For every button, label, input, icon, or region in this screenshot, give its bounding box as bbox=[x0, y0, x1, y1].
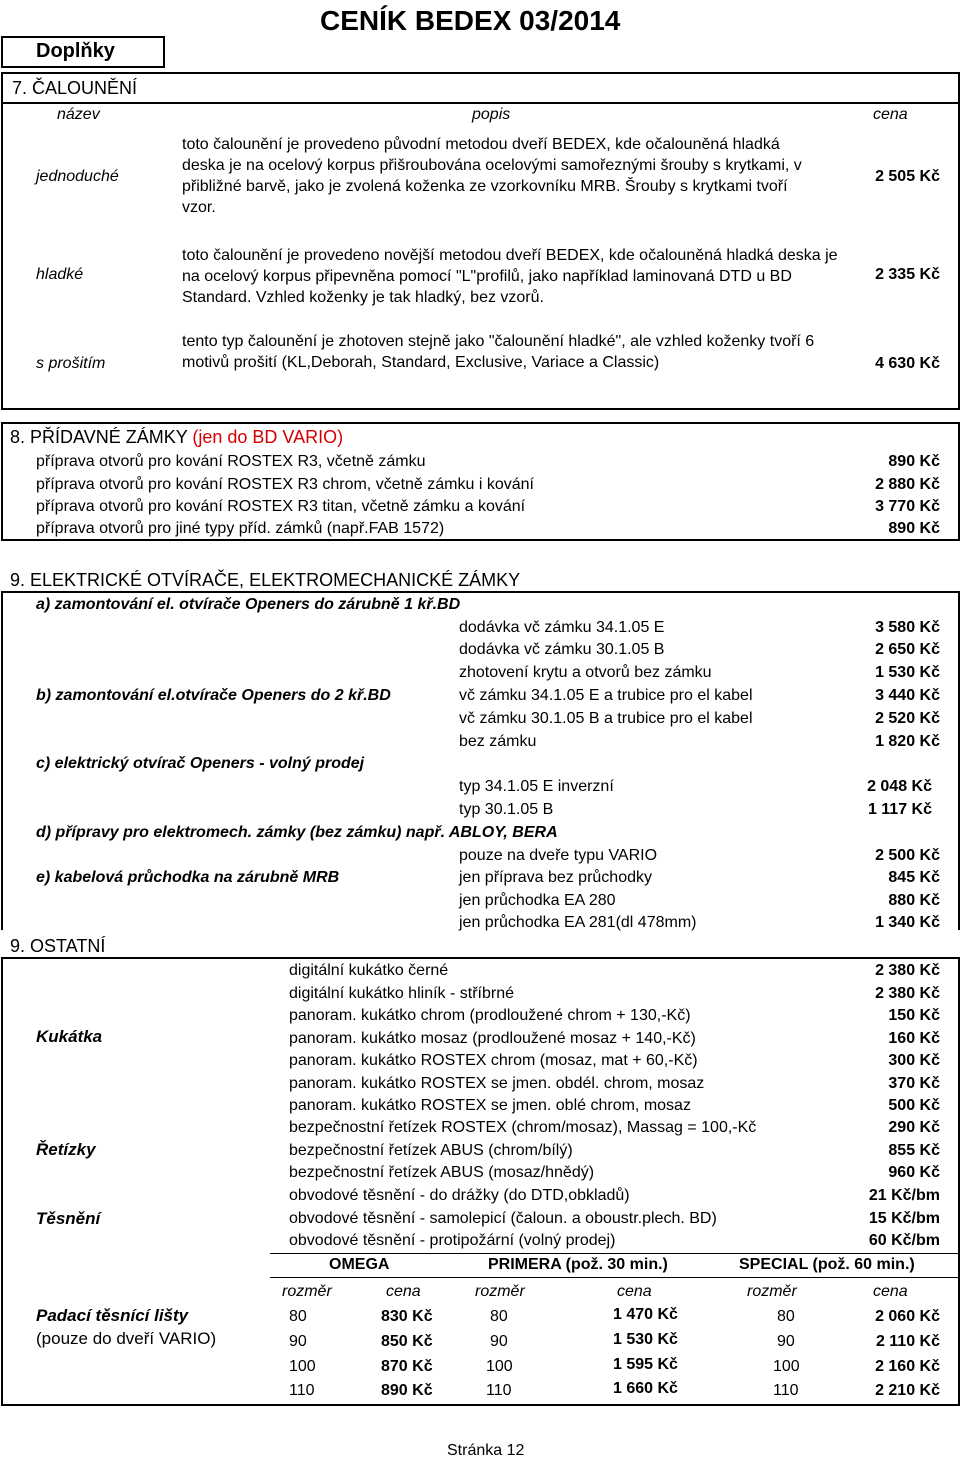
s9-d-row1-price: 2 500 Kč bbox=[875, 847, 940, 864]
s9-e-row3-price: 1 340 Kč bbox=[875, 914, 940, 931]
s8-row4-text: příprava otvorů pro jiné typy příd. zámků (např.FAB 1572) bbox=[36, 520, 445, 537]
s9-a-row1-price: 3 580 Kč bbox=[875, 619, 940, 636]
s9-b-row3-price: 1 820 Kč bbox=[875, 733, 940, 750]
lista-r3-c5: 100 bbox=[773, 1358, 800, 1375]
s9-d-row1-text: pouze na dveře typu VARIO bbox=[459, 847, 658, 864]
s9-e-row2-price: 880 Kč bbox=[888, 892, 940, 909]
s9-left-line bbox=[1, 591, 3, 930]
s8-heading-note: (jen do BD VARIO) bbox=[187, 427, 344, 447]
lista-col-cena-1: cena bbox=[386, 1283, 421, 1300]
s7-heading: 7. ČALOUNĚNÍ bbox=[12, 78, 138, 98]
retizky-label: Řetízky bbox=[36, 1140, 96, 1159]
lista-r2-c6: 2 110 Kč bbox=[875, 1333, 940, 1350]
s9-a-row3-text: zhotovení krytu a otvorů bez zámku bbox=[459, 664, 712, 681]
s9-heading: 9. ELEKTRICKÉ OTVÍRAČE, ELEKTROMECHANICKÉ ZÁMKY bbox=[10, 570, 521, 590]
lista-top-line bbox=[270, 1253, 958, 1254]
s7-row3-price: 4 630 Kč bbox=[875, 355, 940, 372]
kukatka-row2-price: 2 380 Kč bbox=[875, 985, 940, 1002]
s7-divider bbox=[1, 102, 960, 104]
s7-row1-price: 2 505 Kč bbox=[875, 168, 940, 185]
lista-r1-c3: 80 bbox=[490, 1308, 508, 1325]
s8-row1-price: 890 Kč bbox=[888, 453, 940, 470]
s9-a-label: a) zamontování el. otvírače Openers do zárubně 1 kř.BD bbox=[36, 596, 461, 613]
retizky-row2-text: bezpečnostní řetízek ABUS (chrom/bílý) bbox=[289, 1142, 573, 1159]
lista-col-rozmer-3: rozměr bbox=[747, 1283, 797, 1300]
s9-c-label: c) elektrický otvírač Openers - volný prodej bbox=[36, 755, 365, 772]
lista-r1-c5: 80 bbox=[777, 1308, 795, 1325]
s9-b-label: b) zamontování el.otvírače Openers do 2 kř.BD bbox=[36, 687, 391, 704]
lista-r4-c2: 890 Kč bbox=[381, 1382, 433, 1399]
lista-col-cena-2: cena bbox=[617, 1283, 652, 1300]
kukatka-row1-text: digitální kukátko černé bbox=[289, 962, 449, 979]
s9-b-row2-price: 2 520 Kč bbox=[875, 710, 940, 727]
s10-top-line bbox=[1, 957, 960, 959]
s7-row3-desc: tento typ čalounění je zhotoven stejně jako "čalounění hladké", ale vzhled koženky tvoří 6 motivů prošití (KL,Deborah, Standard, Exclusive, Variace a Classic) bbox=[182, 333, 815, 371]
tesneni-row3-price: 60 Kč/bm bbox=[868, 1232, 940, 1249]
kukatka-row4-text: panoram. kukátko mosaz (prodloužené mosaz + 140,-Kč) bbox=[289, 1030, 696, 1047]
s9-c-row1-price: 2 048 Kč bbox=[867, 778, 932, 795]
s9-b-row3-text: bez zámku bbox=[459, 733, 537, 750]
s8-heading bbox=[10, 427, 343, 448]
s8-row3-text: příprava otvorů pro kování ROSTEX R3 titan, včetně zámku a kování bbox=[36, 498, 526, 515]
s8-row4-price: 890 Kč bbox=[888, 520, 940, 537]
page-number: Stránka 12 bbox=[447, 1442, 525, 1459]
tesneni-row3-text: obvodové těsnění - protipožární (volný prodej) bbox=[289, 1232, 616, 1249]
lista-label: Padací těsnící lišty bbox=[36, 1306, 189, 1325]
s8-heading-main: 8. PŘÍDAVNÉ ZÁMKY bbox=[10, 427, 188, 447]
tesneni-row1-price: 21 Kč/bm bbox=[868, 1187, 940, 1204]
kukatka-row2-text: digitální kukátko hliník - stříbrné bbox=[289, 985, 514, 1002]
s9-b-row2-text: vč zámku 30.1.05 B a trubice pro el kabel bbox=[459, 710, 753, 727]
retizky-row3-price: 960 Kč bbox=[888, 1164, 940, 1181]
s9-a-row1-text: dodávka vč zámku 34.1.05 E bbox=[459, 619, 665, 636]
s9-b-row1-text: vč zámku 34.1.05 E a trubice pro el kabel bbox=[459, 687, 753, 704]
lista-r2-c1: 90 bbox=[289, 1333, 307, 1350]
kukatka-row6-text: panoram. kukátko ROSTEX se jmen. obdél. chrom, mosaz bbox=[289, 1075, 705, 1092]
lista-r1-c1: 80 bbox=[289, 1308, 307, 1325]
lista-sublabel: (pouze do dveří VARIO) bbox=[36, 1329, 217, 1348]
kukatka-row6-price: 370 Kč bbox=[888, 1075, 940, 1092]
tesneni-label: Těsnění bbox=[36, 1209, 101, 1228]
lista-r2-c4: 1 530 Kč bbox=[613, 1331, 678, 1348]
lista-r4-c6: 2 210 Kč bbox=[875, 1382, 940, 1399]
s9-top-line bbox=[1, 591, 960, 593]
s7-row2-name: hladké bbox=[36, 266, 84, 283]
s8-row1-text: příprava otvorů pro kování ROSTEX R3, včetně zámku bbox=[36, 453, 426, 470]
s7-row2-desc: toto čalounění je provedeno novější metodou dveří BEDEX, kde očalouněná hladká deska je na ocelový korpus připevněna pomocí "L"profilů, jako například laminovaná DTD u BD Standard. Vzhled koženky je tak hladký, bez vzorů. bbox=[182, 247, 838, 306]
kukatka-row5-text: panoram. kukátko ROSTEX chrom (mosaz, mat + 60,-Kč) bbox=[289, 1052, 698, 1069]
tesneni-row2-text: obvodové těsnění - samolepicí (čaloun. a oboustr.plech. BD) bbox=[289, 1210, 717, 1227]
s9-d-label: d) přípravy pro elektromech. zámky (bez zámku) např. ABLOY, BERA bbox=[36, 824, 558, 841]
lista-r2-c5: 90 bbox=[777, 1333, 795, 1350]
lista-r4-c1: 110 bbox=[289, 1382, 315, 1399]
retizky-row1-text: bezpečnostní řetízek ROSTEX (chrom/mosaz), Massag = 100,-Kč bbox=[289, 1119, 757, 1136]
lista-group-omega: OMEGA bbox=[329, 1256, 390, 1273]
lista-group-primera: PRIMERA (pož. 30 min.) bbox=[488, 1256, 668, 1273]
kukatka-row4-price: 160 Kč bbox=[888, 1030, 940, 1047]
kukatka-row7-price: 500 Kč bbox=[888, 1097, 940, 1114]
lista-r4-c3: 110 bbox=[486, 1382, 512, 1399]
s7-col-nazev: název bbox=[57, 106, 100, 123]
s8-row3-price: 3 770 Kč bbox=[875, 498, 940, 515]
s9-a-row2-price: 2 650 Kč bbox=[875, 641, 940, 658]
tesneni-row1-text: obvodové těsnění - do drážky (do DTD,obkladů) bbox=[289, 1187, 630, 1204]
kukatka-row3-price: 150 Kč bbox=[888, 1007, 940, 1024]
s9-e-label: e) kabelová průchodka na zárubně MRB bbox=[36, 869, 340, 886]
lista-col-rozmer-1: rozměr bbox=[282, 1283, 332, 1300]
retizky-row2-price: 855 Kč bbox=[888, 1142, 940, 1159]
s7-row2-price: 2 335 Kč bbox=[875, 266, 940, 283]
s10-bottom-line bbox=[1, 1404, 960, 1406]
lista-r1-c6: 2 060 Kč bbox=[875, 1308, 940, 1325]
lista-r3-c6: 2 160 Kč bbox=[875, 1358, 940, 1375]
lista-group-special: SPECIAL (pož. 60 min.) bbox=[739, 1256, 915, 1273]
lista-r1-c2: 830 Kč bbox=[381, 1308, 433, 1325]
lista-r4-c4: 1 660 Kč bbox=[613, 1380, 678, 1397]
kukatka-row7-text: panoram. kukátko ROSTEX se jmen. oblé chrom, mosaz bbox=[289, 1097, 691, 1114]
s9-c-row2-price: 1 117 Kč bbox=[867, 801, 932, 818]
lista-r4-c5: 110 bbox=[773, 1382, 799, 1399]
page-title: CENÍK BEDEX 03/2014 bbox=[320, 5, 621, 36]
lista-col-rozmer-2: rozměr bbox=[475, 1283, 525, 1300]
s7-row1-desc: toto čalounění je provedeno původní metodou dveří BEDEX, kde očalouněná hladká deska je na ocelový korpus přišroubována ocelovými samořeznými šrouby s krytkami, v přibližné barvě, jako je zvolená koženka ze vzorkovníku MRB. Šrouby s krytkami tvoří vzor. bbox=[182, 136, 802, 216]
s7-row3-name: s prošitím bbox=[36, 355, 106, 372]
s9-a-row2-text: dodávka vč zámku 30.1.05 B bbox=[459, 641, 665, 658]
s9-e-row1-price: 845 Kč bbox=[888, 869, 940, 886]
lista-r2-c2: 850 Kč bbox=[381, 1333, 433, 1350]
s10-left-line bbox=[1, 957, 3, 1406]
retizky-row1-price: 290 Kč bbox=[888, 1119, 940, 1136]
lista-col-cena-3: cena bbox=[873, 1283, 908, 1300]
kukatka-row5-price: 300 Kč bbox=[888, 1052, 940, 1069]
s9-a-row3-price: 1 530 Kč bbox=[875, 664, 940, 681]
s9-c-row1-text: typ 34.1.05 E inverzní bbox=[459, 778, 614, 795]
s10-heading: 9. OSTATNÍ bbox=[10, 936, 106, 956]
lista-r3-c1: 100 bbox=[289, 1358, 316, 1375]
s7-row1-name: jednoduché bbox=[36, 168, 119, 185]
s9-c-row2-text: typ 30.1.05 B bbox=[459, 801, 554, 818]
lista-group-line bbox=[270, 1277, 958, 1278]
lista-r3-c4: 1 595 Kč bbox=[613, 1356, 678, 1373]
s7-col-cena: cena bbox=[873, 106, 908, 123]
s9-e-row1-text: jen příprava bez průchodky bbox=[459, 869, 652, 886]
s9-e-row2-text: jen průchodka EA 280 bbox=[459, 892, 616, 909]
kukatka-row3-text: panoram. kukátko chrom (prodloužené chrom + 130,-Kč) bbox=[289, 1007, 691, 1024]
s8-row2-text: příprava otvorů pro kování ROSTEX R3 chrom, včetně zámku i kování bbox=[36, 476, 534, 493]
lista-r1-c4: 1 470 Kč bbox=[613, 1306, 678, 1323]
lista-r2-c3: 90 bbox=[490, 1333, 508, 1350]
s9-b-row1-price: 3 440 Kč bbox=[875, 687, 940, 704]
lista-r3-c2: 870 Kč bbox=[381, 1358, 433, 1375]
doplnky-label: Doplňky bbox=[36, 40, 115, 62]
tesneni-row2-price: 15 Kč/bm bbox=[868, 1210, 940, 1227]
lista-r3-c3: 100 bbox=[486, 1358, 513, 1375]
s8-row2-price: 2 880 Kč bbox=[875, 476, 940, 493]
s9-e-row3-text: jen průchodka EA 281(dl 478mm) bbox=[459, 914, 697, 931]
kukatka-row1-price: 2 380 Kč bbox=[875, 962, 940, 979]
s7-col-popis: popis bbox=[472, 106, 511, 123]
kukatka-label: Kukátka bbox=[36, 1027, 103, 1046]
retizky-row3-text: bezpečnostní řetízek ABUS (mosaz/hnědý) bbox=[289, 1164, 595, 1181]
